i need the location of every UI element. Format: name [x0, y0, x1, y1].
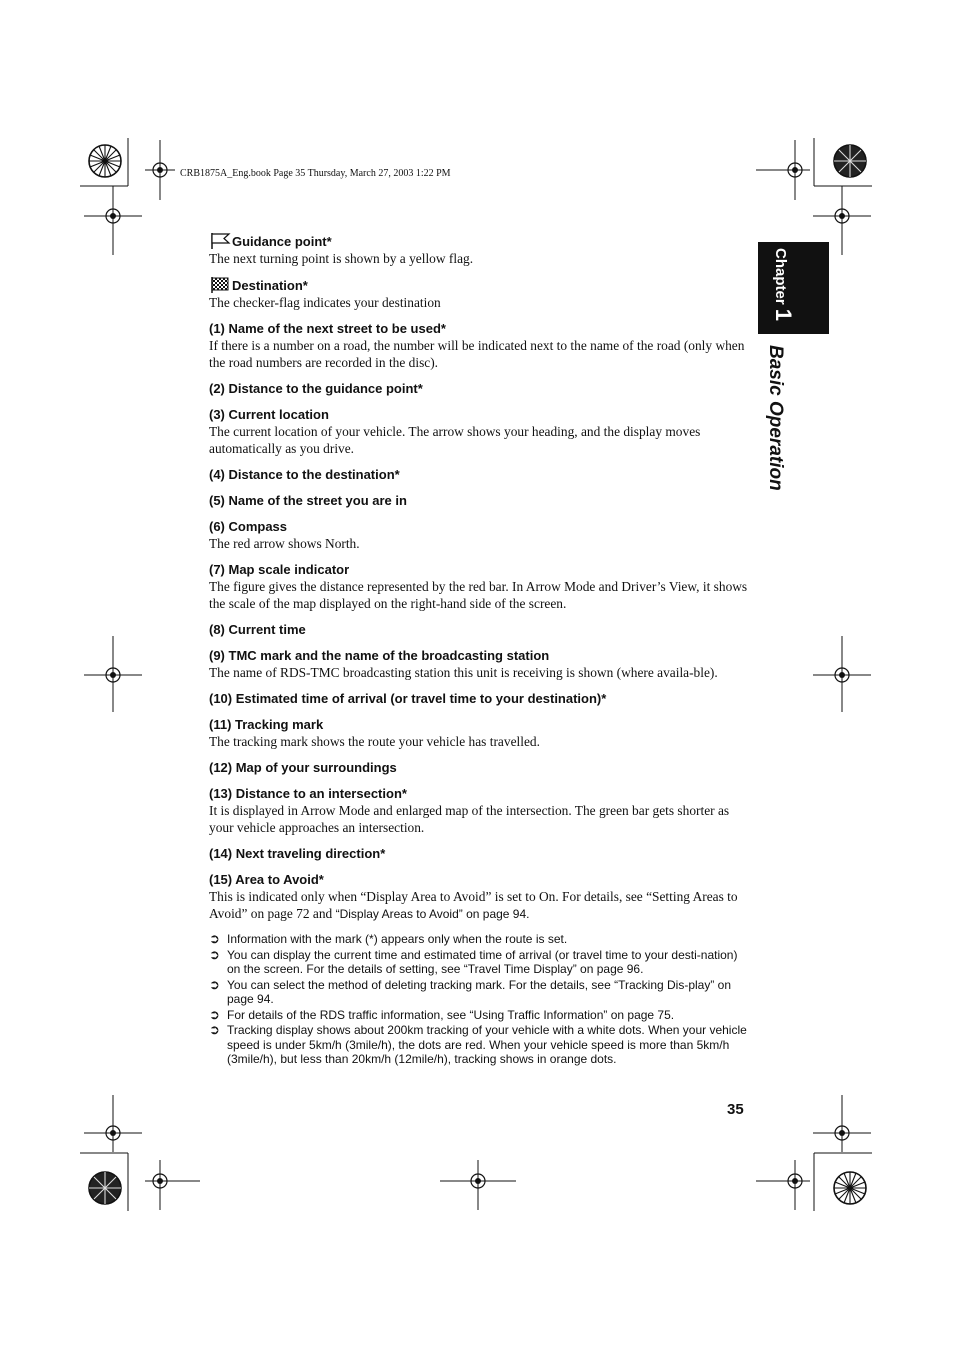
item-desc	[209, 888, 749, 923]
item-desc: The current location of your vehicle. The arrow shows your heading, and the display moves automatically as you drive.	[209, 424, 701, 456]
item-map-surroundings	[209, 759, 749, 776]
notes-list	[209, 932, 749, 1067]
chapter-label	[771, 248, 796, 330]
note-text: You can select the method of deleting tracking mark. For the details, see “Tracking Dis-play” on page 94.	[227, 977, 732, 1006]
note-item	[209, 1023, 749, 1067]
item-desc: It is displayed in Arrow Mode and enlarged map of the intersection. The green bar gets shorter as your vehicle approaches an intersection.	[209, 803, 730, 835]
item-distance-intersection	[209, 785, 749, 836]
item-title: (15) Area to Avoid*	[209, 872, 324, 887]
item-desc-main: This is indicated only when “Display Area to Avoid” is set to On. For details, see “Setting Areas to Avoid” on page 72 and	[209, 889, 738, 921]
item-title: (6) Compass	[209, 519, 288, 534]
note-item	[209, 978, 749, 1007]
arrow-icon: ➲	[209, 931, 220, 946]
item-title: (5) Name of the street you are in	[209, 493, 407, 508]
item-distance-destination	[209, 466, 749, 483]
chapter-label-text: Chapter	[772, 248, 789, 305]
item-current-time	[209, 621, 749, 638]
item-desc-tail: “Display Areas to Avoid” on page 94.	[335, 907, 530, 921]
item-area-to-avoid	[209, 871, 749, 923]
item-desc: The name of RDS-TMC broadcasting station this unit is receiving is shown (where availa-ble).	[209, 665, 718, 680]
arrow-icon: ➲	[209, 1006, 220, 1022]
item-compass	[209, 518, 749, 552]
item-title: (11) Tracking mark	[209, 717, 324, 732]
item-next-direction	[209, 845, 749, 862]
item-destination	[209, 276, 749, 311]
arrow-icon: ➲	[209, 976, 220, 992]
item-map-scale	[209, 561, 749, 612]
arrow-icon: ➲	[209, 1022, 220, 1037]
section-title: Basic Operation	[765, 345, 786, 491]
item-title: (9) TMC mark and the name of the broadcasting station	[209, 648, 550, 663]
arrow-icon: ➲	[209, 946, 220, 962]
page-number: 35	[727, 1101, 744, 1118]
note-text: You can display the current time and estimated time of arrival (or travel time to your desti-nation) on the screen. For the details of setting, see “Travel Time Display” on page 96.	[227, 947, 738, 976]
note-item	[209, 1008, 749, 1023]
note-item	[209, 932, 749, 947]
section-title-wrapper	[764, 345, 790, 495]
item-desc: The next turning point is shown by a yellow flag.	[209, 251, 474, 266]
item-title: (4) Distance to the destination*	[209, 467, 400, 482]
item-title: Destination*	[232, 277, 308, 293]
item-title: (12) Map of your surroundings	[209, 760, 397, 775]
item-title: (14) Next traveling direction*	[209, 846, 386, 861]
item-desc: The checker-flag indicates your destination	[209, 295, 441, 310]
item-title: (10) Estimated time of arrival (or travel time to your destination)*	[209, 691, 607, 706]
chapter-number: 1	[771, 308, 796, 321]
note-text: Information with the mark (*) appears only when the route is set.	[227, 932, 568, 946]
item-title: (1) Name of the next street to be used*	[209, 321, 446, 336]
item-next-street	[209, 320, 749, 371]
item-desc: The tracking mark shows the route your vehicle has travelled.	[209, 734, 540, 749]
guidance-flag-icon	[209, 232, 231, 250]
content	[209, 232, 749, 1068]
item-distance-guidance	[209, 380, 749, 397]
note-text: Tracking display shows about 200km tracking of your vehicle with a white dots. When your vehicle speed is under 5km/h (3mile/h), the dots are red. When your vehicle speed is more than 5km/h (3mile/h), but less than 20km/h (12mile/h), tracking shows in orange dots.	[227, 1023, 747, 1066]
item-title: (13) Distance to an intersection*	[209, 786, 407, 801]
item-eta	[209, 690, 749, 707]
item-desc: The red arrow shows North.	[209, 536, 360, 551]
item-current-location	[209, 406, 749, 457]
checker-flag-icon	[209, 276, 231, 294]
item-guidance-point	[209, 232, 749, 267]
item-title: Guidance point*	[232, 233, 332, 249]
note-item	[209, 948, 749, 977]
item-title: (8) Current time	[209, 622, 306, 637]
item-tmc-mark	[209, 647, 749, 681]
note-text: For details of the RDS traffic information, see “Using Traffic Information” on page 75.	[227, 1007, 675, 1022]
item-title: (2) Distance to the guidance point*	[209, 381, 423, 396]
item-street-name	[209, 492, 749, 509]
item-desc: The figure gives the distance represented by the red bar. In Arrow Mode and Driver’s View, it shows the scale of the map displayed on the right-hand side of the screen.	[209, 579, 748, 611]
item-title: (3) Current location	[209, 407, 329, 422]
item-desc: If there is a number on a road, the number will be indicated next to the name of the road (only when the road numbers are recorded in the disc).	[209, 338, 745, 370]
file-header-note: CRB1875A_Eng.book Page 35 Thursday, March 27, 2003 1:22 PM	[180, 168, 451, 179]
item-tracking-mark	[209, 716, 749, 750]
item-title: (7) Map scale indicator	[209, 562, 350, 577]
